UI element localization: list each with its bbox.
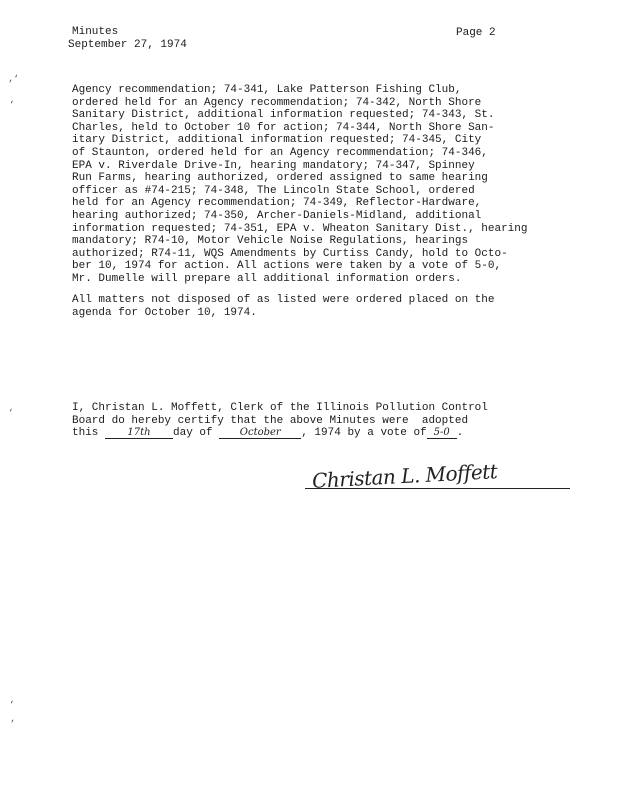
- body-line: mandatory; R74-10, Motor Vehicle Noise Regulations, hearings: [72, 235, 469, 248]
- clerk-signature: Christan L. Moffett: [311, 459, 498, 493]
- closing-paragraph: [72, 294, 562, 319]
- body-line: officer as #74-215; 74-348, The Lincoln State School, ordered: [72, 184, 475, 197]
- body-line: of Staunton, ordered held for an Agency recommendation; 74-346,: [72, 146, 488, 159]
- scan-mark: ‘: [9, 100, 15, 110]
- scan-mark: ‚: [10, 714, 16, 724]
- scan-mark: ‘: [9, 700, 15, 710]
- month-field: October: [219, 427, 301, 439]
- certification-line: I, Christan L. Moffett, Clerk of the Illinois Pollution Control: [72, 402, 488, 414]
- page-number: Page 2: [456, 27, 496, 39]
- certification-line: Board do hereby certify that the above Minutes were adopted: [72, 414, 469, 427]
- scan-mark: ‘: [8, 408, 14, 418]
- vote-field: 5-0: [427, 427, 457, 439]
- closing-line: All matters not disposed of as listed were ordered placed on the: [72, 294, 495, 306]
- body-line: Mr. Dumelle will prepare all additional information orders.: [72, 272, 462, 285]
- body-line: authorized; R74-11, WQS Amendments by Curtiss Candy, hold to Octo-: [72, 247, 508, 260]
- scan-mark: ‚‘: [8, 74, 19, 84]
- certification-block: [72, 402, 562, 440]
- certification-fill-line: [72, 427, 562, 440]
- this-label: this: [72, 427, 99, 440]
- body-line: EPA v. Riverdale Drive-In, hearing mandatory; 74-347, Spinney: [72, 159, 475, 172]
- document-date: September 27, 1974: [68, 39, 187, 51]
- body-line: Agency recommendation; 74-341, Lake Patterson Fishing Club,: [72, 84, 462, 96]
- body-line: ber 10, 1974 for action. All actions were taken by a vote of 5-0,: [72, 260, 502, 273]
- body-line: ordered held for an Agency recommendation; 74-342, North Shore: [72, 96, 482, 109]
- body-paragraph: [72, 84, 562, 286]
- body-line: Sanitary District, additional information requested; 74-343, St.: [72, 109, 495, 122]
- closing-line: agenda for October 10, 1974.: [72, 306, 257, 319]
- body-line: held for an Agency recommendation; 74-349, Reflector-Hardware,: [72, 197, 482, 210]
- signature-line: [305, 488, 570, 489]
- year-vote-label: , 1974 by a vote of: [301, 427, 427, 440]
- body-line: itary District, additional information requested; 74-345, City: [72, 134, 482, 147]
- day-field: 17th: [105, 427, 173, 439]
- document-title: Minutes: [72, 26, 119, 38]
- body-line: Charles, held to October 10 for action; 74-344, North Shore San-: [72, 121, 495, 134]
- body-line: hearing authorized; 74-350, Archer-Daniels-Midland, additional: [72, 209, 482, 222]
- day-of-label: day of: [173, 427, 213, 440]
- end-period: .: [456, 427, 464, 440]
- body-line: information requested; 74-351, EPA v. Wheaton Sanitary Dist., hearing: [72, 222, 528, 235]
- body-line: Run Farms, hearing authorized, ordered assigned to same hearing: [72, 172, 488, 185]
